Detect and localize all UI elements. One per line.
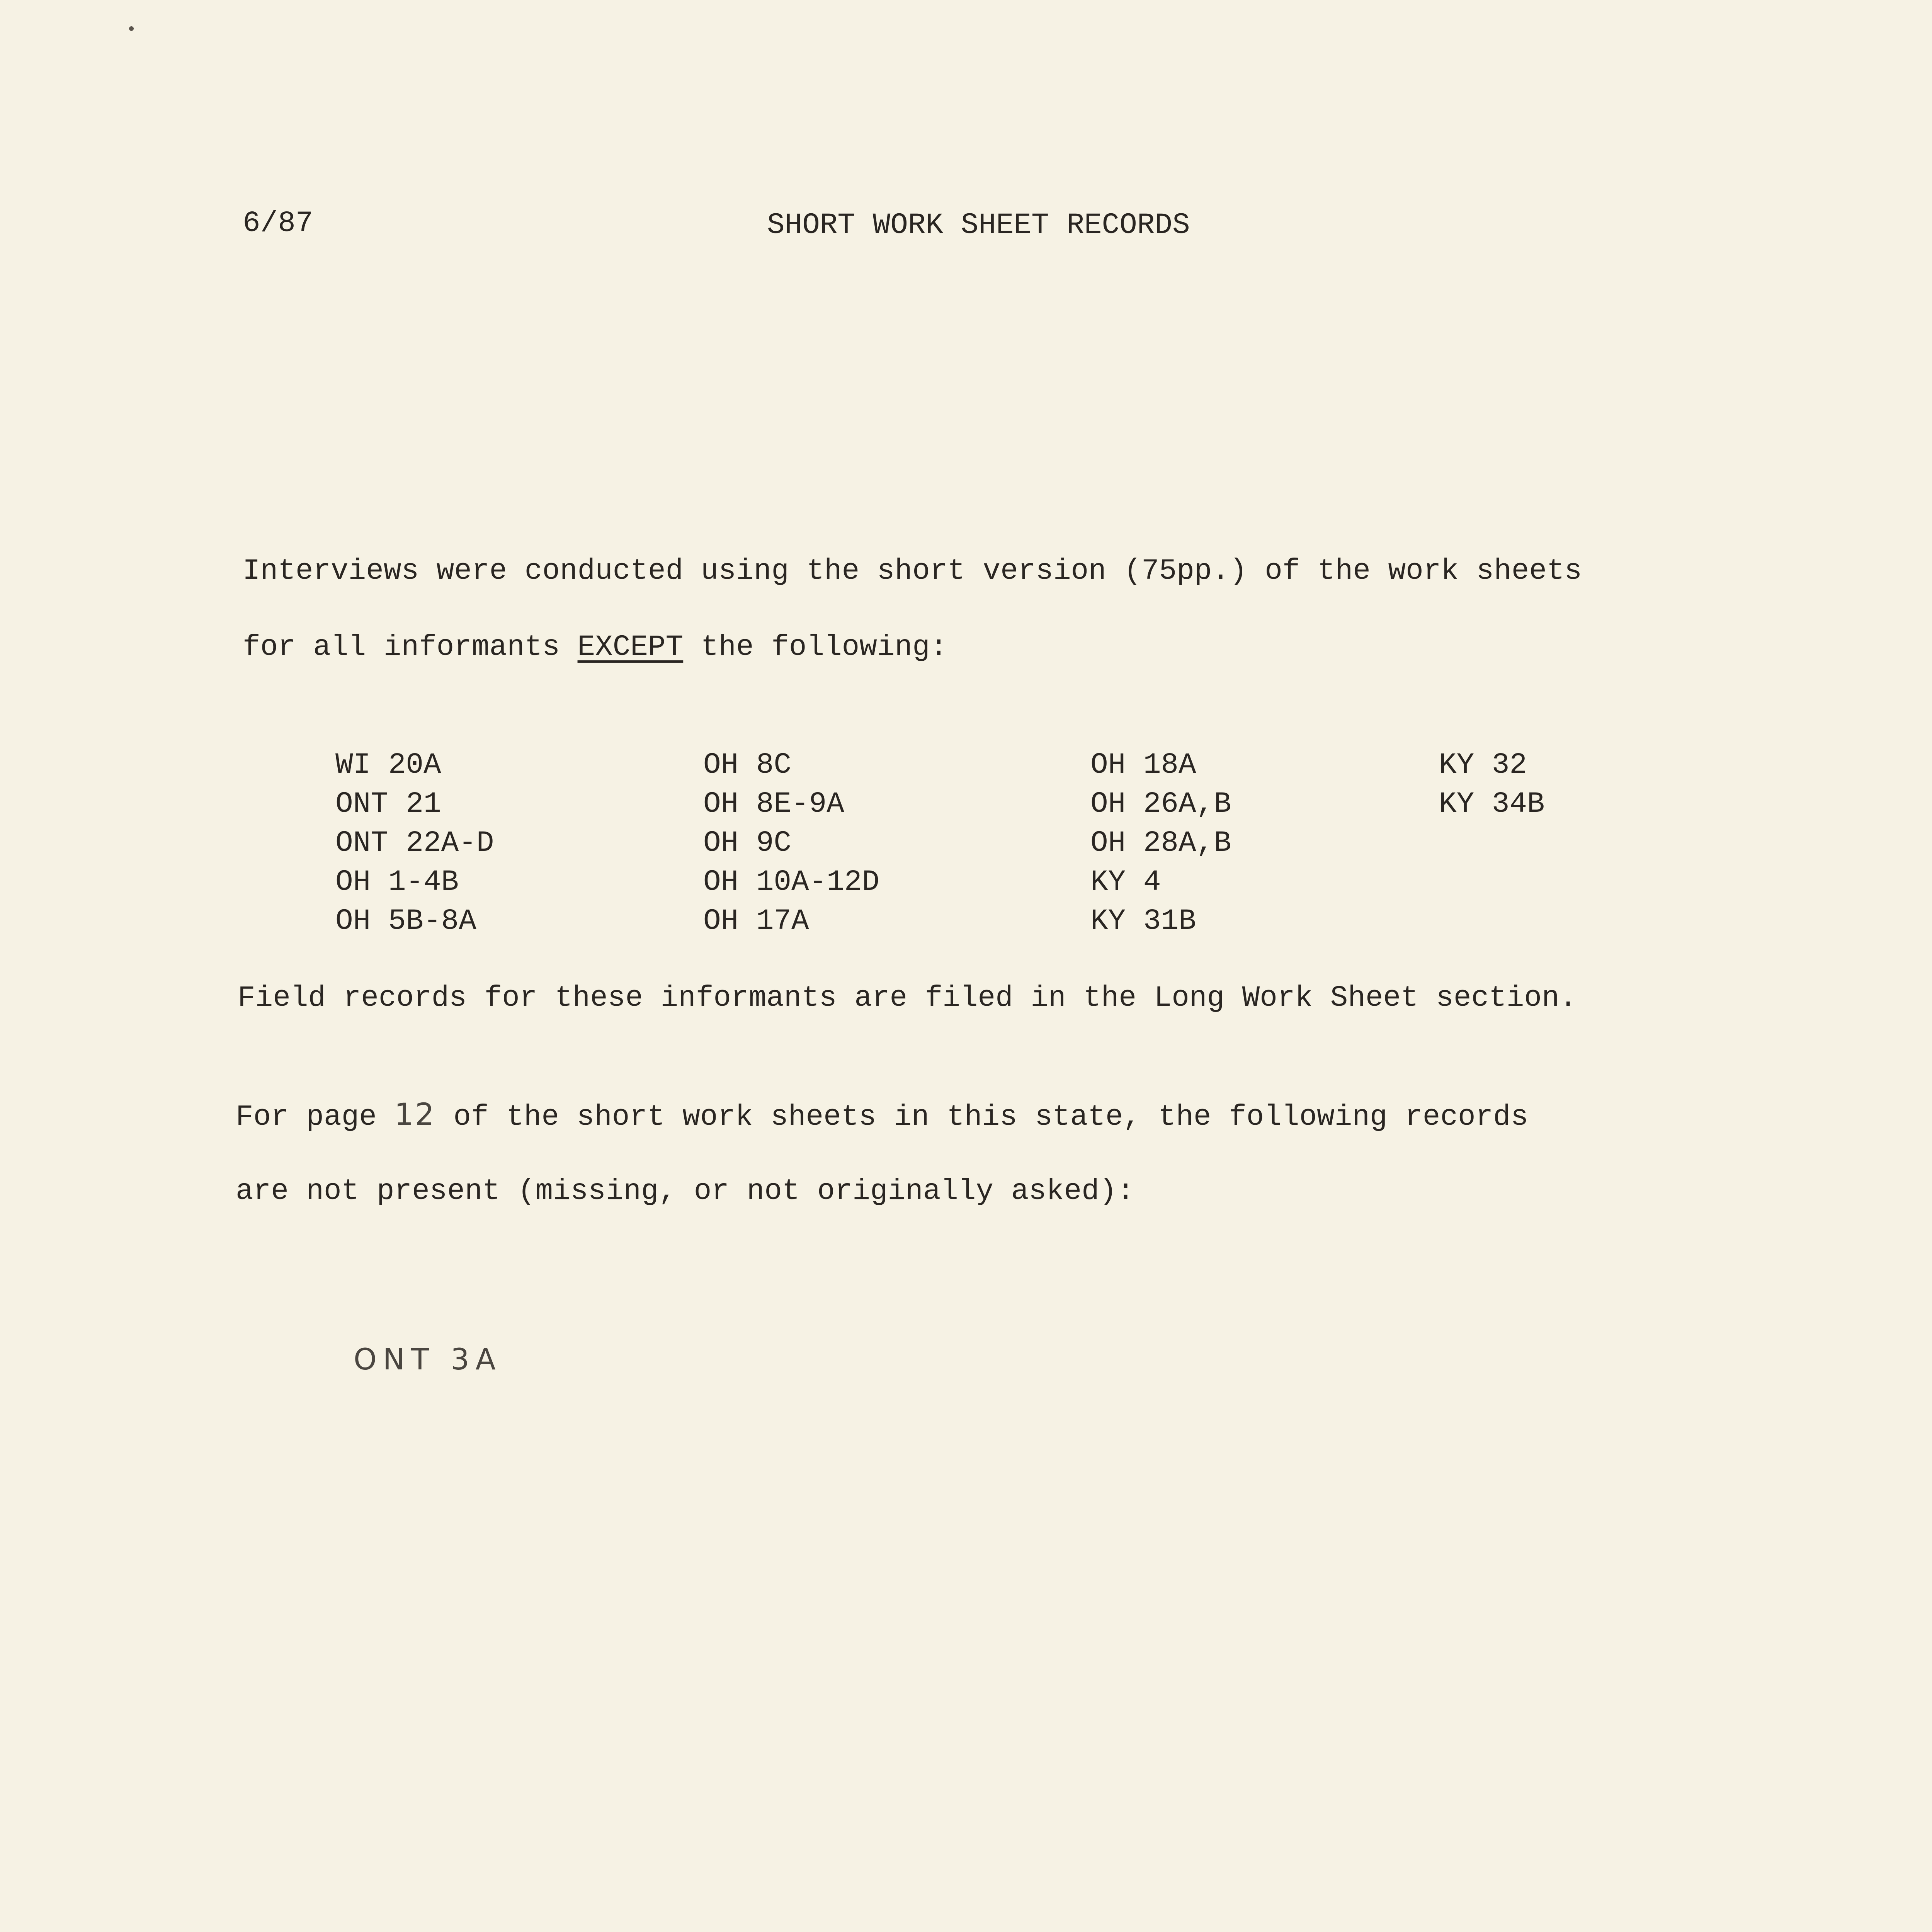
missing-line-1-start: For page [236,1100,395,1134]
informant-column-1 [335,746,494,941]
informant-entry: OH 9C [703,827,792,860]
missing-line-2: are not present (missing, or not originally asked): [236,1175,1134,1208]
except-emphasis: EXCEPT [577,631,684,664]
missing-line-1 [236,1097,1529,1134]
informant-entry: KY 32 [1439,748,1527,782]
informant-entry: OH 8C [703,748,792,782]
informant-entry: OH 17A [703,905,809,938]
intro-line-2-end: the following: [683,631,948,664]
informant-entry: ONT 21 [335,787,441,821]
informant-entry: OH 8E-9A [703,787,844,821]
intro-line-2 [243,633,947,662]
informant-entry: KY 34B [1439,787,1545,821]
informant-entry: OH 26A,B [1090,787,1231,821]
page-title: SHORT WORK SHEET RECORDS [767,209,1190,242]
ink-speck [129,26,134,31]
informant-entry: KY 31B [1090,905,1196,938]
intro-line-2-start: for all informants [243,631,578,664]
informant-column-2 [703,746,879,941]
informant-column-3 [1090,746,1231,941]
informant-entry: OH 18A [1090,748,1196,782]
informant-entry: WI 20A [335,748,441,782]
informant-entry: OH 28A,B [1090,827,1231,860]
informant-entry: OH 5B-8A [335,905,476,938]
informant-entry: OH 1-4B [335,866,459,899]
informant-entry: KY 4 [1090,866,1161,899]
handwritten-page-number: 12 [394,1097,436,1132]
intro-line-1: Interviews were conducted using the short version (75pp.) of the work sheets [243,554,1582,588]
header-date: 6/87 [243,207,313,240]
handwritten-missing-record: ONT 3A [354,1342,502,1376]
missing-line-1-end: of the short work sheets in this state, the following records [435,1100,1529,1134]
informant-column-4 [1439,746,1545,824]
informant-entry: OH 10A-12D [703,866,880,899]
filed-note: Field records for these informants are filed in the Long Work Sheet section. [238,981,1577,1015]
informant-entry: ONT 22A-D [335,827,494,860]
